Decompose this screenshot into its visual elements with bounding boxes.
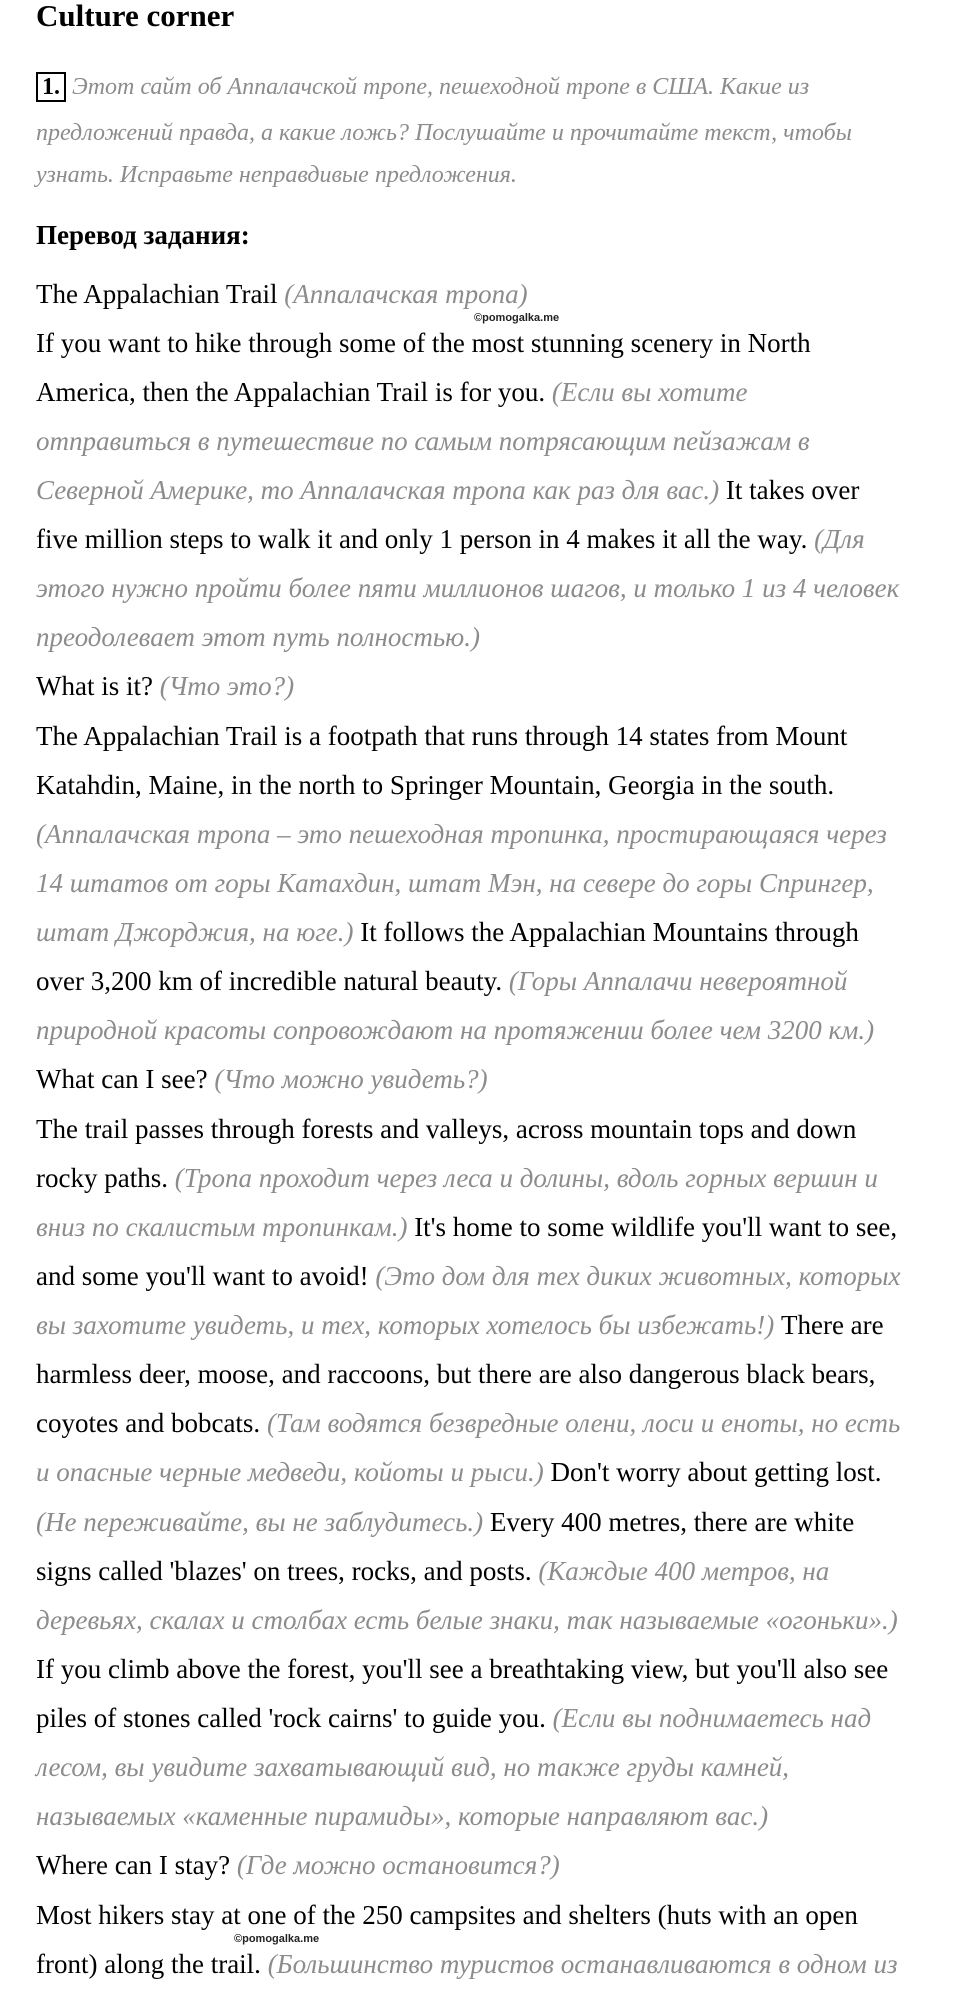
task-line-3: узнать. Исправьте неправдивые предложения. <box>36 162 517 188</box>
russian-translation: (Если вы поднимаетесь над <box>552 1703 872 1733</box>
russian-translation: вы захотите увидеть, и тех, которых хотелось бы избежать!) <box>36 1310 775 1340</box>
english-text: rocky paths. <box>36 1163 175 1193</box>
text-line <box>36 1799 768 1833</box>
text-line <box>36 817 887 851</box>
russian-translation: (Где можно остановится?) <box>236 1850 560 1880</box>
russian-translation: (Аппалачская тропа) <box>284 279 528 309</box>
text-line <box>36 326 811 360</box>
russian-translation: называемых «каменные пирамиды», которые направляют вас.) <box>36 1801 769 1831</box>
text-line <box>36 1161 878 1195</box>
english-text: Katahdin, Maine, in the north to Springer Mountain, Georgia in the south. <box>36 770 835 800</box>
text-line <box>36 375 747 409</box>
task-number: 1. <box>36 72 66 102</box>
text-line <box>36 1701 871 1735</box>
russian-translation: отправиться в путешествие по самым потрясающим пейзажам в <box>36 426 810 456</box>
russian-translation: 14 штатов от горы Катахдин, штат Мэн, на севере до горы Спрингер, <box>36 868 874 898</box>
russian-translation: (Горы Аппалачи невероятной <box>508 966 848 996</box>
russian-translation: (Аппалачская тропа – это пешеходная тропинка, простирающаяся через <box>36 819 887 849</box>
text-line <box>36 1406 900 1440</box>
russian-translation: преодолевает этот путь полностью.) <box>36 622 480 652</box>
text-line <box>36 522 865 556</box>
english-text: piles of stones called 'rock cairns' to guide you. <box>36 1703 553 1733</box>
text-line <box>36 1455 882 1489</box>
english-text: Most hikers stay at one of the 250 campsites and shelters (huts with an open <box>36 1900 858 1930</box>
text-line <box>36 620 480 654</box>
russian-translation: (Тропа проходит через леса и долины, вдоль горных вершин и <box>174 1163 878 1193</box>
text-line <box>36 1062 488 1096</box>
russian-translation: (Для <box>814 524 865 554</box>
english-text: five million steps to walk it and only 1 person in 4 makes it all the way. <box>36 524 815 554</box>
russian-translation: штат Джорджия, на юге.) <box>36 917 354 947</box>
russian-translation: (Там водятся безвредные олени, лоси и еноты, но есть <box>266 1408 901 1438</box>
english-text: The Appalachian Trail is a footpath that runs through 14 states from Mount <box>36 721 848 751</box>
text-line <box>36 424 810 458</box>
english-text: The Appalachian Trail <box>36 279 285 309</box>
english-text: over 3,200 km of incredible natural beauty. <box>36 966 509 996</box>
russian-translation: этого нужно пройти более пяти миллионов шагов, и только 1 из 4 человек <box>36 573 900 603</box>
english-text: It takes over <box>719 475 860 505</box>
russian-translation: (Это дом для тех диких животных, которых <box>375 1261 901 1291</box>
russian-translation: Северной Америке, то Аппалачская тропа как раз для вас.) <box>36 475 720 505</box>
russian-translation: (Большинство туристов останавливаются в одном из <box>267 1949 898 1979</box>
text-line <box>36 1898 858 1932</box>
russian-translation: лесом, вы увидите захватывающий вид, но также груды камней, <box>36 1752 790 1782</box>
english-text: harmless deer, moose, and raccoons, but there are also dangerous black bears, <box>36 1359 876 1389</box>
russian-translation: природной красоты сопровождают на протяжении более чем 3200 км.) <box>36 1015 875 1045</box>
text-line <box>36 1013 874 1047</box>
english-text: What is it? <box>36 671 160 701</box>
russian-translation: (Что можно увидеть?) <box>214 1064 488 1094</box>
english-text: It follows the Appalachian Mountains through <box>353 917 859 947</box>
english-text: The trail passes through forests and valleys, across mountain tops and down <box>36 1114 857 1144</box>
text-line <box>36 1259 900 1293</box>
russian-translation: вниз по скалистым тропинкам.) <box>36 1212 408 1242</box>
text-line <box>36 1947 897 1981</box>
english-text: If you climb above the forest, you'll see a breathtaking view, but you'll also see <box>36 1654 889 1684</box>
text-line <box>36 1210 897 1244</box>
russian-translation: (Что это?) <box>159 671 295 701</box>
text-line <box>36 1308 884 1342</box>
text-line <box>36 277 528 311</box>
text-line <box>36 964 847 998</box>
text-line <box>36 669 294 703</box>
task-text: Этот сайт об Аппалачской тропе, пешеходной тропе в США. Какие из <box>72 74 810 100</box>
english-text: and some you'll want to avoid! <box>36 1261 376 1291</box>
text-line <box>36 1505 854 1539</box>
text-line <box>36 473 859 507</box>
russian-translation: (Не переживайте, вы не заблудитесь.) <box>36 1507 484 1537</box>
watermark: ©pomogalka.me <box>474 312 560 324</box>
russian-translation: (Каждые 400 метров, на <box>538 1556 830 1586</box>
english-text: It's home to some wildlife you'll want to see, <box>407 1212 898 1242</box>
section-heading: Culture corner <box>36 0 235 33</box>
english-text: There are <box>774 1310 884 1340</box>
text-line <box>36 1357 875 1391</box>
text-line <box>36 1603 898 1637</box>
translation-label: Перевод задания: <box>36 220 250 250</box>
english-text: America, then the Appalachian Trail is for you. <box>36 377 552 407</box>
text-line <box>36 1554 829 1588</box>
english-text: Every 400 metres, there are white <box>483 1507 855 1537</box>
text-line <box>36 719 847 753</box>
russian-translation: и опасные черные медведи, койоты и рыси.) <box>36 1457 544 1487</box>
text-line <box>36 768 834 802</box>
text-line <box>36 1848 560 1882</box>
watermark: ©pomogalka.me <box>234 1933 320 1945</box>
russian-translation: деревьях, скалах и столбах есть белые знаки, так называемые «огоньки».) <box>36 1605 898 1635</box>
english-text: coyotes and bobcats. <box>36 1408 267 1438</box>
text-line <box>36 571 899 605</box>
text-line <box>36 1750 789 1784</box>
english-text: If you want to hike through some of the most stunning scenery in North <box>36 328 811 358</box>
english-text: What can I see? <box>36 1064 215 1094</box>
task-line-2: предложений правда, а какие ложь? Послушайте и прочитайте текст, чтобы <box>36 120 852 146</box>
text-line <box>36 1652 888 1686</box>
russian-translation: (Если вы хотите <box>551 377 748 407</box>
text-line <box>36 866 874 900</box>
english-text: front) along the trail. <box>36 1949 268 1979</box>
english-text: Where can I stay? <box>36 1850 237 1880</box>
task-line-1 <box>36 68 809 104</box>
english-text: signs called 'blazes' on trees, rocks, and posts. <box>36 1556 539 1586</box>
text-line <box>36 915 859 949</box>
english-text: Don't worry about getting lost. <box>543 1457 882 1487</box>
text-line <box>36 1112 856 1146</box>
